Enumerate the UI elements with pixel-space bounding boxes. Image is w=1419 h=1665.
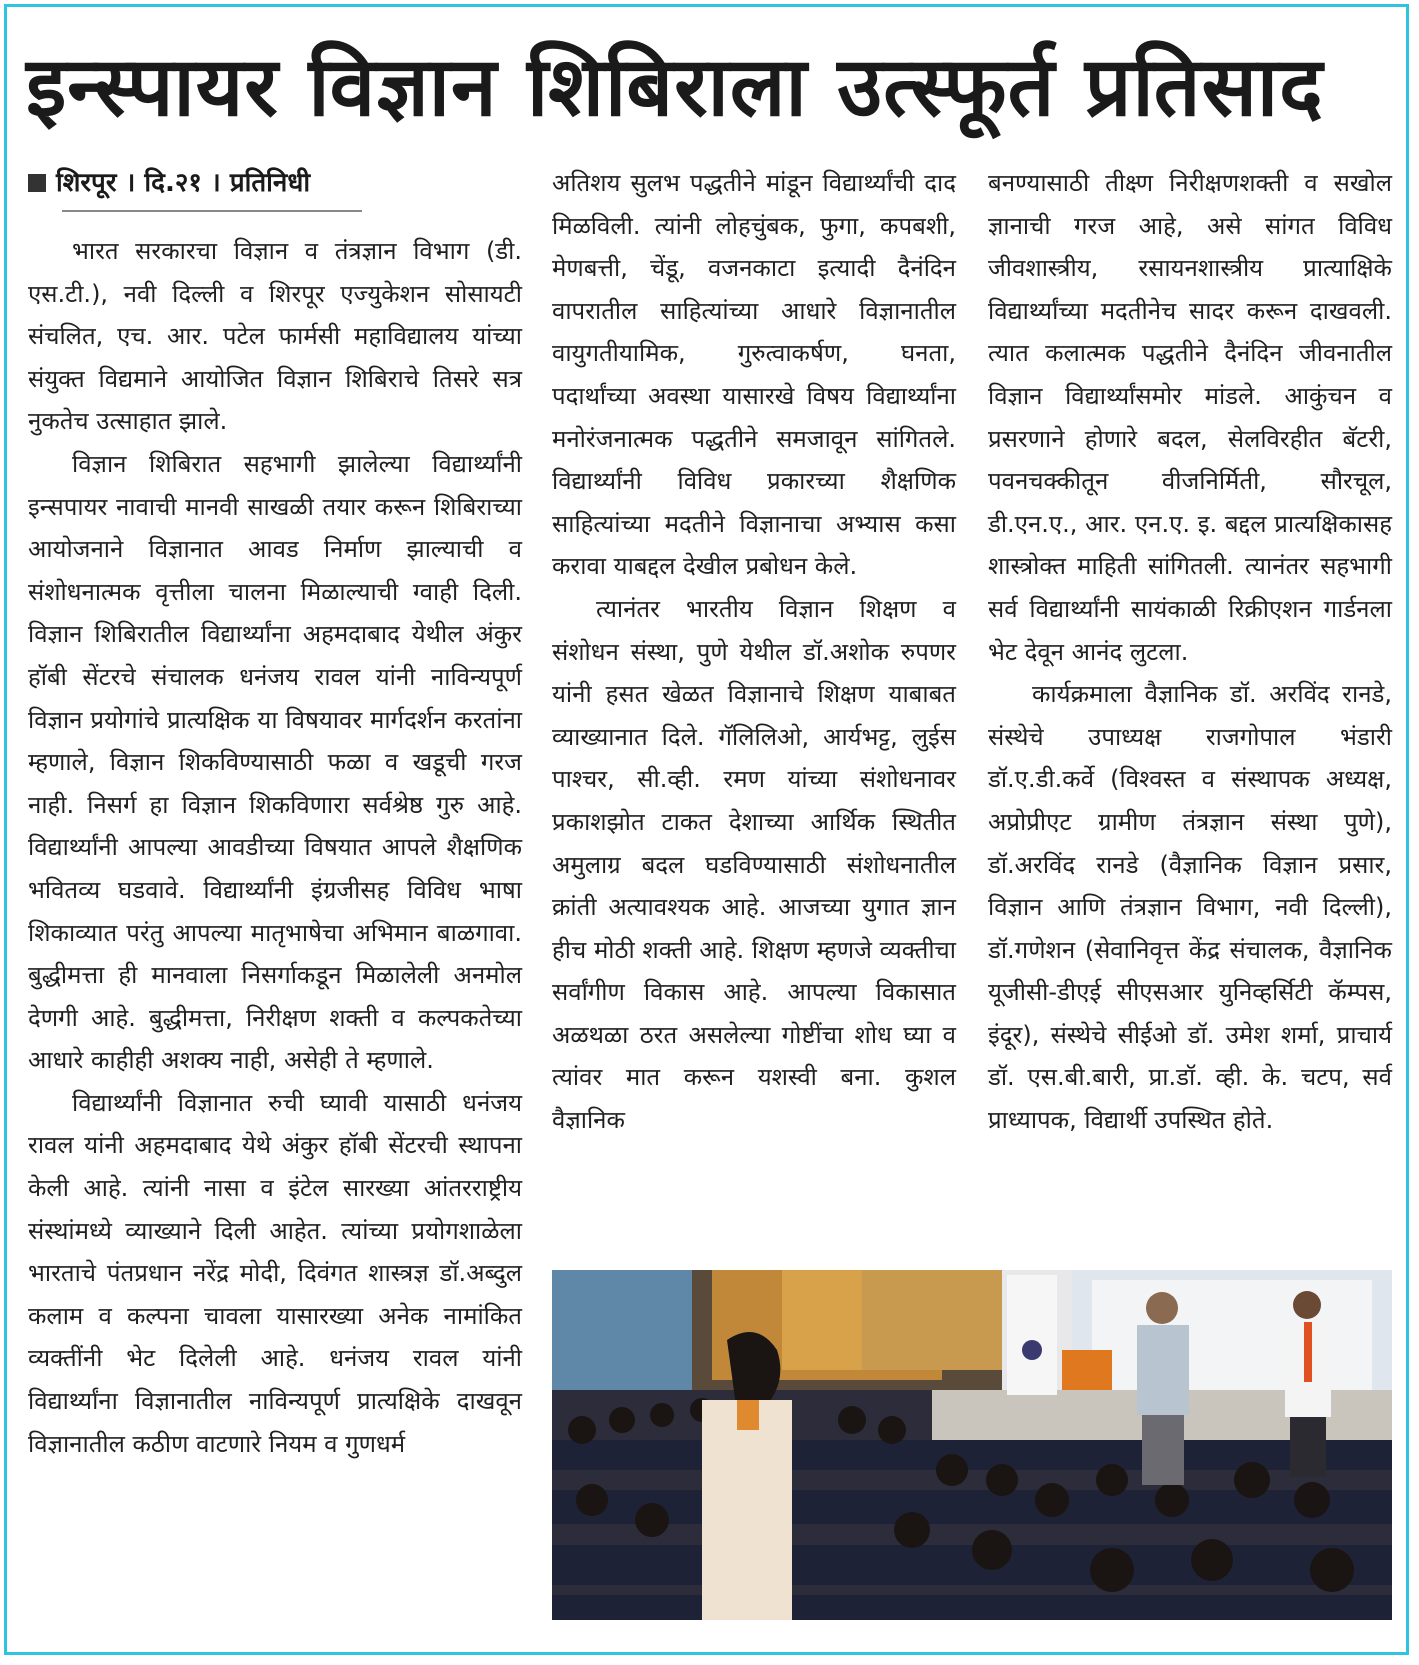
paragraph: त्यानंतर भारतीय विज्ञान शिक्षण व संशोधन संस्था, पुणे येथील डॉ.अशोक रुपणर यांनी हसत खेळत विज्ञानाचे शिक्षण याबाबत व्याख्यानात दिले. गॅलिलिओ, आर्यभट्ट, लुईस पाश्चर, सी.व्ही. रमण यांच्या संशोधनावर प्रकाशझोत टाकत देशाच्या आर्थिक स्थितीत अमुलाग्र बदल घडविण्यासाठी संशोधनातील क्रांती अत्यावश्यक आहे. आजच्या युगात ज्ञान हीच मोठी शक्ती आहे. शिक्षण म्हणजे व्यक्तीचा सर्वांगीण विकास आहे. आपल्या विकासात अळथळा ठरत असलेल्या गोष्टींचा शोध घ्या व त्यांवर मात करून यशस्वी बना. कुशल वैज्ञानिक <box>552 594 956 1135</box>
dateline <box>28 162 522 204</box>
paragraph: विद्यार्थ्यांनी विज्ञानात रुची घ्यावी यासाठी धनंजय रावल यांनी अहमदाबाद येथे अंकुर हॉबी सेंटरची स्थापना केली आहे. त्यांनी नासा व इंटेल सारख्या आंतरराष्ट्रीय संस्थांमध्ये व्याख्याने दिली आहेत. त्यांच्या प्रयोगशाळेला भारताचे पंतप्रधान नरेंद्र मोदी, दिवंगत शास्त्रज्ञ डॉ.अब्दुल कलाम व कल्पना चावला यासारख्या अनेक नामांकित व्यक्तींनी भेट दिलेली आहे. धनंजय रावल यांनी विद्यार्थ्यांना विज्ञानातील नाविन्यपूर्ण प्रात्यक्षिके दाखवून विज्ञानातील कठीण वाटणारे नियम व गुणधर्म <box>28 1088 522 1458</box>
article-column-3 <box>988 162 1392 1142</box>
event-photo-illustration <box>552 1270 1392 1620</box>
paragraph: विज्ञान शिबिरात सहभागी झालेल्या विद्यार्थ्यांनी इन्सपायर नावाची मानवी साखळी तयार करून शिबिराच्या आयोजनाने विज्ञानात आवड निर्माण झाल्याची व संशोधनात्मक वृत्तीला चालना मिळाल्याची ग्वाही दिली. विज्ञान शिबिरातील विद्यार्थ्यांना अहमदाबाद येथील अंकुर हॉबी सेंटरचे संचालक धनंजय रावल यांनी नाविन्यपूर्ण विज्ञान प्रयोगांचे प्रात्यक्षिक या विषयावर मार्गदर्शन करतांना म्हणाले, विज्ञान शिकविण्यासाठी फळा व खडूची गरज नाही. निसर्ग हा विज्ञान शिकविणारा सर्वश्रेष्ठ गुरु आहे. विद्यार्थ्यांनी आपल्या आवडीच्या विषयात आपले शैक्षणिक भवितव्य घडवावे. विद्यार्थ्यांनी इंग्रजीसह विविध भाषा शिकाव्यात परंतु आपल्या मातृभाषेचा अभिमान बाळगावा. बुद्धीमत्ता ही मानवाला निसर्गाकडून मिळालेली अनमोल देणगी आहे. बुद्धीमत्ता, निरीक्षण शक्ती व कल्पकतेच्या आधारे काहीही अशक्य नाही, असेही ते म्हणाले. <box>28 449 522 1075</box>
paragraph: भारत सरकारचा विज्ञान व तंत्रज्ञान विभाग (डी. एस.टी.), नवी दिल्ली व शिरपूर एज्युकेशन सोसायटी संचलित, एच. आर. पटेल फार्मसी महाविद्यालय यांच्या संयुक्त विद्यमाने आयोजित विज्ञान शिबिराचे तिसरे सत्र नुकतेच उत्साहात झाले. <box>28 237 522 436</box>
paragraph: अतिशय सुलभ पद्धतीने मांडून विद्यार्थ्यांची दाद मिळविली. त्यांनी लोहचुंबक, फुगा, कपबशी, मेणबत्ती, चेंडू, वजनकाटा इत्यादी दैनंदिन वापरातील साहित्यांच्या आधारे विज्ञानातील वायुगतीयामिक, गुरुत्वाकर्षण, घनता, पदार्थांच्या अवस्था यासारखे विषय विद्यार्थ्यांना मनोरंजनात्मक पद्धतीने समजावून सांगितले. विद्यार्थ्यांनी विविध प्रकारच्या शैक्षणिक साहित्यांच्या मदतीने विज्ञानाचा अभ्यास कसा करावा याबद्दल देखील प्रबोधन केले. <box>552 169 956 581</box>
article-headline: इन्स्पायर विज्ञान शिबिराला उत्स्फूर्त प्रतिसाद <box>26 40 1324 135</box>
article-column-1 <box>28 162 522 1465</box>
dateline-text: शिरपूर । दि.२१ । प्रतिनिधी <box>56 168 311 198</box>
dateline-rule <box>62 210 362 212</box>
paragraph: बनण्यासाठी तीक्ष्ण निरीक्षणशक्ती व सखोल ज्ञानाची गरज आहे, असे सांगत विविध जीवशास्त्रीय, रसायनशास्त्रीय प्रात्याक्षिके विद्यार्थ्यांच्या मदतीनेच सादर करून दाखवली. त्यात कलात्मक पद्धतीने दैनंदिन जीवनातील विज्ञान विद्यार्थ्यांसमोर मांडले. आकुंचन व प्रसरणाने होणारे बदल, सेलविरहीत बॅटरी, पवनचक्कीतून वीजनिर्मिती, सौरचूल, डी.एन.ए., आर. एन.ए. इ. बद्दल प्रात्यक्षिकासह शास्त्रोक्त माहिती सांगितली. त्यानंतर सहभागी सर्व विद्यार्थ्यांनी सायंकाळी रिक्रीएशन गार्डनला भेट देवून आनंद लुटला. <box>988 169 1392 666</box>
article-column-2 <box>552 162 956 1142</box>
event-photo <box>552 1270 1392 1620</box>
square-bullet-icon <box>28 174 46 192</box>
paragraph: कार्यक्रमाला वैज्ञानिक डॉ. अरविंद रानडे, संस्थेचे उपाध्यक्ष राजगोपाल भंडारी डॉ.ए.डी.कर्वे (विश्वस्त व संस्थापक अध्यक्ष, अप्रोप्रीएट ग्रामीण तंत्रज्ञान संस्था पुणे), डॉ.अरविंद रानडे (वैज्ञानिक विज्ञान प्रसार, विज्ञान आणि तंत्रज्ञान विभाग, नवी दिल्ली), डॉ.गणेशन (सेवानिवृत्त केंद्र संचालक, वैज्ञानिक यूजीसी-डीएई सीएसआर युनिव्हर्सिटी कॅम्पस, इंदूर), संस्थेचे सीईओ डॉ. उमेश शर्मा, प्राचार्य डॉ. एस.बी.बारी, प्रा.डॉ. व्ही. के. चटप, सर्व प्राध्यापक, विद्यार्थी उपस्थित होते. <box>988 680 1392 1135</box>
